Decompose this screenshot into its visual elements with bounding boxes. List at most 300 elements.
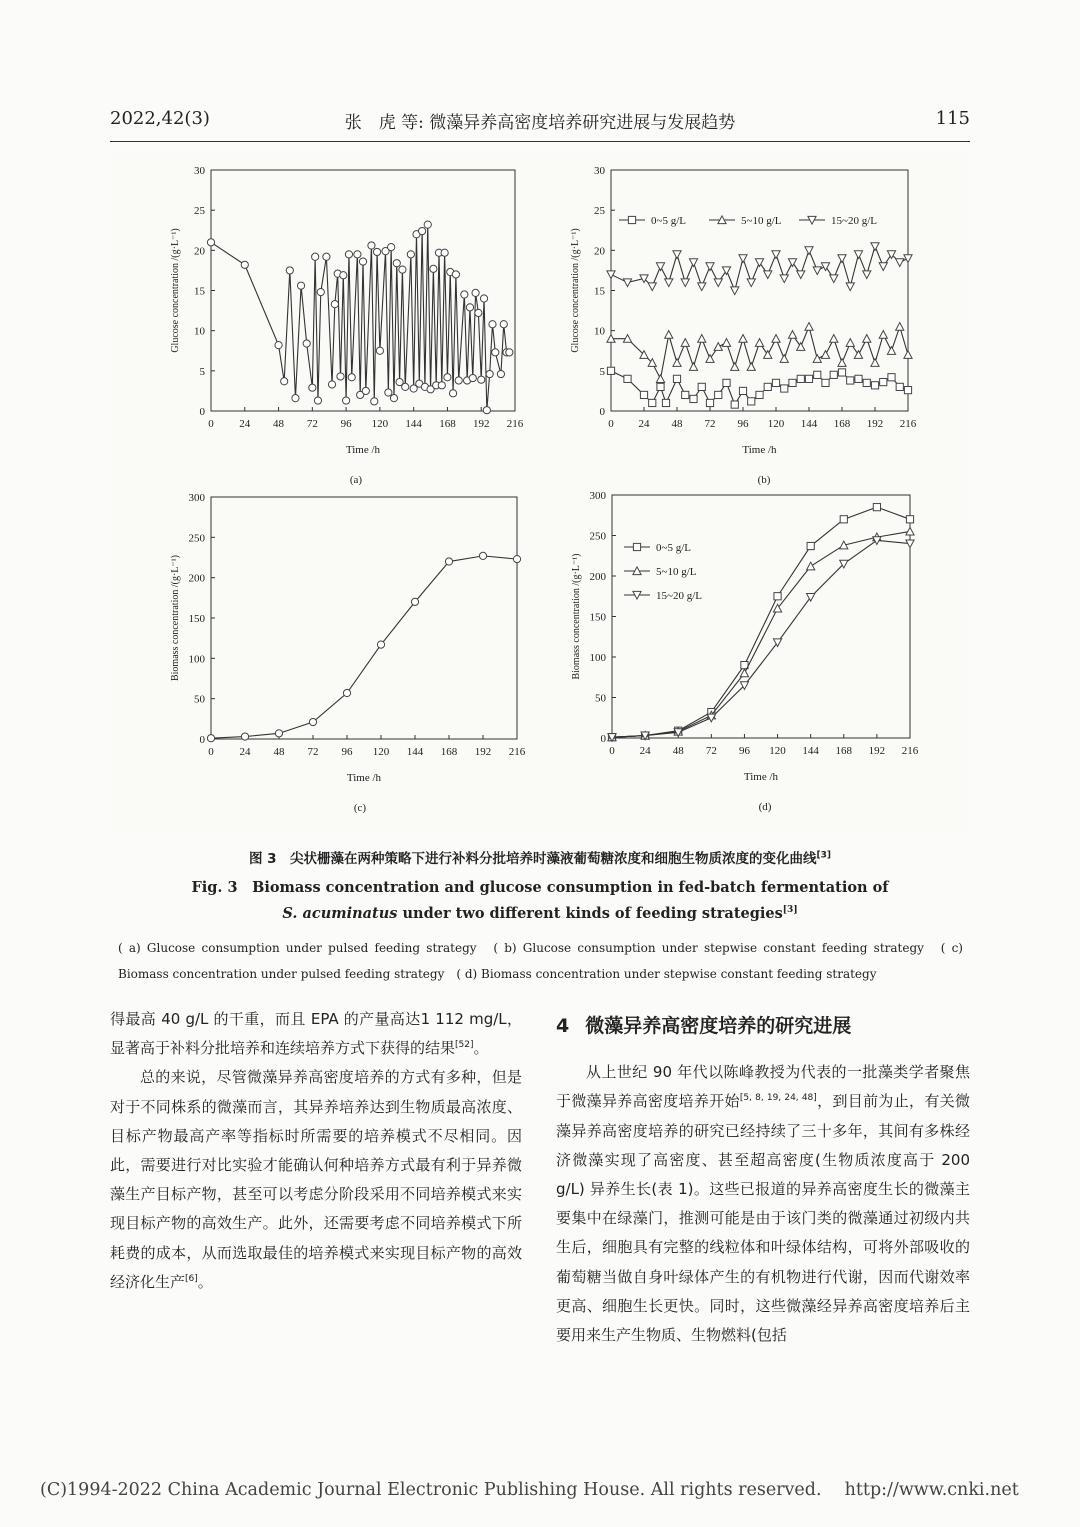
x-axis-label: Time /h <box>345 444 381 456</box>
x-tick-label: 216 <box>899 418 917 430</box>
data-point <box>689 259 697 267</box>
data-point <box>863 335 871 343</box>
x-axis-label: Time /h <box>742 444 777 456</box>
y-tick-label: 100 <box>188 653 205 666</box>
y-tick-label: 0 <box>199 734 205 746</box>
data-point <box>275 342 282 349</box>
data-point <box>747 363 755 371</box>
legend <box>619 215 877 227</box>
data-point <box>780 355 788 363</box>
data-point <box>241 733 248 740</box>
data-point <box>739 335 747 343</box>
data-point <box>822 379 829 386</box>
right-column <box>556 1012 970 1350</box>
data-point <box>461 291 468 298</box>
x-tick-label: 72 <box>306 418 318 430</box>
x-tick-label: 48 <box>273 418 285 430</box>
chart-panel-c <box>170 492 526 814</box>
data-point <box>797 271 805 279</box>
data-point <box>788 331 796 339</box>
data-point <box>723 379 730 386</box>
data-point <box>904 351 912 359</box>
data-point <box>805 247 813 255</box>
legend <box>624 542 702 602</box>
x-tick-label: 48 <box>671 418 683 430</box>
x-tick-label: 72 <box>307 746 319 758</box>
plot-frame <box>211 170 515 411</box>
data-point <box>755 259 763 267</box>
x-tick-label: 24 <box>239 418 251 430</box>
data-point <box>673 251 681 259</box>
data-point <box>628 216 635 223</box>
series-1 <box>607 367 911 408</box>
data-point <box>624 375 631 382</box>
y-tick-label: 20 <box>194 245 205 258</box>
y-tick-label: 20 <box>594 245 605 258</box>
x-tick-label: 144 <box>800 418 818 430</box>
data-point <box>714 343 722 351</box>
data-point <box>896 259 904 267</box>
x-tick-label: 24 <box>239 746 251 758</box>
data-point <box>863 379 870 386</box>
data-point <box>772 335 780 343</box>
y-tick-label: 5 <box>199 365 205 378</box>
data-point <box>309 384 316 391</box>
data-point <box>772 251 780 259</box>
data-point <box>813 267 821 275</box>
data-point <box>731 363 739 371</box>
data-point <box>377 641 384 648</box>
data-point <box>682 391 689 398</box>
data-point <box>388 244 395 251</box>
data-point <box>371 398 378 405</box>
x-tick-label: 192 <box>474 746 492 758</box>
data-point <box>393 260 400 267</box>
y-tick-label: 0 <box>199 406 205 418</box>
x-tick-label: 144 <box>406 746 424 758</box>
data-point <box>331 301 338 308</box>
data-point <box>286 267 293 274</box>
x-tick-label: 72 <box>704 418 716 430</box>
y-tick-label: 200 <box>188 572 205 585</box>
data-point <box>399 266 406 273</box>
data-point <box>444 374 451 381</box>
data-point <box>698 283 706 291</box>
paragraph: 总的来说，尽管微藻异养高密度培养的方式有多种，但是对于不同株系的微藻而言，其异养培养达到生物质最高浓度、目标产物最高产率等指标时所需要的培养模式不尽相同。因此，需要进行对比实验才能确认何种培养方式最有利于异养微藻生产目标产物，甚至可以考虑分阶段采用不同培养模式来实现目标产物的高效生产。此外，还需要考虑不同培养模式下所耗费的成本，从而选取最佳的培养模式来实现目标产物的高效经济化生产[6]。 <box>110 1068 522 1291</box>
x-axis-label: Time /h <box>346 772 382 784</box>
x-tick-label: 24 <box>639 745 651 757</box>
data-point <box>475 309 482 316</box>
data-point <box>879 263 887 271</box>
data-point <box>838 359 846 367</box>
data-point <box>906 527 914 535</box>
data-point <box>854 351 862 359</box>
data-point <box>368 242 375 249</box>
data-point <box>690 395 697 402</box>
data-point <box>348 374 355 381</box>
data-point <box>607 271 615 279</box>
y-tick-label: 250 <box>188 532 205 545</box>
data-point <box>906 516 913 523</box>
data-point <box>904 255 912 263</box>
running-header <box>110 108 970 138</box>
data-point <box>340 272 347 279</box>
y-tick-label: 50 <box>194 693 205 706</box>
data-point <box>756 391 763 398</box>
data-point <box>640 391 647 398</box>
x-tick-label: 72 <box>705 745 717 757</box>
data-point <box>649 399 656 406</box>
data-point <box>419 227 426 234</box>
data-point <box>407 251 414 258</box>
data-point <box>781 385 788 392</box>
data-point <box>731 287 739 295</box>
data-point <box>888 374 895 381</box>
data-point <box>673 375 680 382</box>
figure-subcaptions: ( a) Glucose consumption under pulsed feeding strategy ( b) Glucose consumption under stepwise constant feeding strategy ( c) Biomass concentration under pulsed feeding strategy ( d) Biomass concentration under stepwise constant feeding strategy <box>118 941 963 981</box>
data-point <box>411 598 418 605</box>
figure-3-charts <box>110 150 970 830</box>
data-point <box>281 378 288 385</box>
data-point <box>469 374 476 381</box>
panel-label: (a) <box>349 474 363 486</box>
data-point <box>343 689 350 696</box>
paragraph: 从上世纪 90 年代以陈峰教授为代表的一批藻类学者聚焦于微藻异养高密度培养开始[5, 8, 19, 24, 48]，到目前为止，有关微藻异养高密度培养的研究已经持续了三十多年，其间有多株经济微藻实现了高密度、甚至超高密度(生物质浓度高于 200 g/L) 异养生长(表 1)。这些已报道的异养高密度生长的微藻主要集中在绿藻门，推测可能是由于该门类的微藻通过初级内共生后，细胞具有完整的线粒体和叶绿体结构，可将外部吸收的葡萄糖当做自身叶绿体产生的有机物进行代谢，因而代谢效率更高、细胞生长更快。同时，这些微藻经异养高密度培养后主要用来生产生物质、生物燃料(包括 <box>556 1063 970 1345</box>
x-tick-label: 120 <box>371 418 389 430</box>
data-point <box>847 377 854 384</box>
header-rule <box>110 141 970 142</box>
data-point <box>896 323 904 331</box>
data-point <box>706 263 714 271</box>
x-tick-label: 120 <box>767 418 785 430</box>
series-1 <box>207 221 513 414</box>
data-point <box>478 376 485 383</box>
x-tick-label: 144 <box>405 418 422 430</box>
data-point <box>500 321 507 328</box>
data-point <box>472 289 479 296</box>
data-point <box>780 275 788 283</box>
legend-label: 0~5 g/L <box>651 215 686 227</box>
data-point <box>846 283 854 291</box>
data-point <box>292 395 299 402</box>
series-2 <box>608 527 914 740</box>
x-tick-label: 96 <box>341 746 353 758</box>
data-point <box>764 351 772 359</box>
data-point <box>871 382 878 389</box>
data-point <box>656 375 664 383</box>
x-tick-label: 24 <box>638 418 650 430</box>
data-point <box>854 251 862 259</box>
data-point <box>681 279 689 287</box>
data-point <box>739 255 747 263</box>
y-tick-label: 5 <box>599 365 605 378</box>
data-point <box>479 552 486 559</box>
data-point <box>314 397 321 404</box>
page-number: 115 <box>935 108 970 129</box>
data-point <box>722 339 730 347</box>
legend-label: 15~20 g/L <box>831 215 877 227</box>
y-axis-label: Biomass concentration /(g·L⁻¹) <box>170 554 181 682</box>
data-point <box>821 351 829 359</box>
data-point <box>871 359 879 367</box>
y-tick-label: 10 <box>594 325 605 338</box>
x-tick-label: 192 <box>866 418 884 430</box>
y-tick-label: 150 <box>188 613 205 625</box>
y-tick-label: 25 <box>594 205 605 218</box>
data-point <box>764 271 772 279</box>
y-tick-label: 300 <box>589 490 606 502</box>
y-tick-label: 30 <box>194 165 205 177</box>
x-tick-label: 168 <box>440 746 458 758</box>
data-point <box>489 321 496 328</box>
data-point <box>840 516 847 523</box>
data-point <box>855 375 862 382</box>
data-point <box>814 371 821 378</box>
x-tick-label: 96 <box>737 418 749 430</box>
data-point <box>698 383 705 390</box>
y-axis-label: Glucose concentration /(g·L⁻¹) <box>570 228 581 353</box>
figure-caption-en-line2: S. acuminatus under two different kinds of feeding strategies[3] <box>282 905 798 922</box>
data-point <box>328 381 335 388</box>
x-tick-label: 216 <box>901 745 919 757</box>
series-line <box>211 556 517 738</box>
left-column <box>110 1005 522 1297</box>
data-point <box>807 562 815 570</box>
issue-number: 2022,42(3) <box>110 108 210 129</box>
y-tick-label: 0 <box>599 406 605 418</box>
data-point <box>665 331 673 339</box>
panel-label: (d) <box>758 801 772 813</box>
copyright-footer: (C)1994-2022 China Academic Journal Electronic Publishing House. All rights reserved. http://www.cnki.net <box>40 1480 1019 1500</box>
series-1 <box>207 552 520 742</box>
y-tick-label: 300 <box>188 492 205 504</box>
x-tick-label: 120 <box>372 746 390 758</box>
data-point <box>715 391 722 398</box>
y-tick-label: 250 <box>589 530 606 543</box>
data-point <box>607 367 614 374</box>
data-point <box>871 243 879 251</box>
data-point <box>438 382 445 389</box>
data-point <box>673 359 681 367</box>
data-point <box>805 375 812 382</box>
data-point <box>373 248 380 255</box>
plot-frame <box>612 495 910 738</box>
data-point <box>449 390 456 397</box>
data-point <box>445 558 452 565</box>
data-point <box>740 669 748 677</box>
data-point <box>813 355 821 363</box>
data-point <box>506 349 513 356</box>
y-tick-label: 150 <box>589 611 606 624</box>
figure-caption-en-line1: Fig. 3 Biomass concentration and glucose consumption in fed-batch fermentation of <box>191 879 889 896</box>
data-point <box>323 253 330 260</box>
data-point <box>807 542 814 549</box>
x-tick-label: 0 <box>609 745 615 757</box>
data-point <box>385 389 392 396</box>
data-point <box>441 249 448 256</box>
legend-label: 5~10 g/L <box>741 215 782 227</box>
data-point <box>455 377 462 384</box>
data-point <box>648 283 656 291</box>
y-tick-label: 0 <box>600 733 606 745</box>
data-point <box>486 370 493 377</box>
chart-panel-b <box>570 165 917 486</box>
data-point <box>838 255 846 263</box>
series-line <box>612 531 910 737</box>
data-point <box>830 371 837 378</box>
data-point <box>207 239 214 246</box>
y-tick-label: 50 <box>595 692 606 705</box>
data-point <box>513 556 520 563</box>
legend-label: 0~5 g/L <box>656 542 691 554</box>
data-point <box>797 343 805 351</box>
data-point <box>698 335 706 343</box>
data-point <box>337 373 344 380</box>
data-point <box>390 395 397 402</box>
data-point <box>430 265 437 272</box>
data-point <box>275 730 282 737</box>
data-point <box>846 339 854 347</box>
data-point <box>309 718 316 725</box>
x-tick-label: 96 <box>738 745 750 757</box>
data-point <box>376 347 383 354</box>
paragraph: 得最高 40 g/L 的干重，而且 EPA 的产量高达1 112 mg/L，显著高于补料分批培养和连续培养方式下获得的结果[52]。 <box>110 1010 522 1058</box>
data-point <box>764 383 771 390</box>
data-point <box>772 379 779 386</box>
data-point <box>492 349 499 356</box>
panel-label: (c) <box>353 802 367 814</box>
x-tick-label: 168 <box>833 418 851 430</box>
data-point <box>896 383 903 390</box>
y-axis-label: Biomass concentration /(g·L⁻¹) <box>571 553 582 680</box>
legend-label: 15~20 g/L <box>656 590 702 602</box>
data-point <box>789 379 796 386</box>
plot-frame <box>211 497 517 739</box>
series-line <box>611 327 908 379</box>
x-tick-label: 216 <box>508 746 526 758</box>
section-heading: 4 微藻异养高密度培养的研究进展 <box>556 1015 852 1037</box>
figure-3 <box>110 150 970 830</box>
x-tick-label: 216 <box>506 418 524 430</box>
x-tick-label: 168 <box>439 418 456 430</box>
data-point <box>887 347 895 355</box>
y-tick-label: 15 <box>194 285 205 298</box>
x-tick-label: 144 <box>802 745 819 757</box>
data-point <box>797 375 804 382</box>
y-tick-label: 15 <box>594 285 605 298</box>
y-tick-label: 10 <box>194 325 205 338</box>
data-point <box>497 370 504 377</box>
data-point <box>879 331 887 339</box>
data-point <box>788 259 796 267</box>
data-point <box>343 397 350 404</box>
legend-label: 5~10 g/L <box>656 566 697 578</box>
data-point <box>483 407 490 414</box>
series-3 <box>607 243 912 295</box>
data-point <box>623 279 631 287</box>
data-point <box>354 251 361 258</box>
y-tick-label: 30 <box>594 165 605 177</box>
x-tick-label: 168 <box>835 745 853 757</box>
data-point <box>241 261 248 268</box>
data-point <box>706 399 713 406</box>
data-point <box>838 369 845 376</box>
data-point <box>633 543 640 550</box>
y-axis-label: Glucose concentration /(g·L⁻¹) <box>170 228 181 353</box>
x-tick-label: 0 <box>208 746 214 758</box>
x-tick-label: 48 <box>273 746 285 758</box>
x-tick-label: 192 <box>472 418 490 430</box>
data-point <box>873 504 880 511</box>
y-tick-label: 200 <box>589 571 606 583</box>
data-point <box>748 398 755 405</box>
y-tick-label: 25 <box>194 205 205 218</box>
data-point <box>747 279 755 287</box>
panel-label: (b) <box>757 474 771 486</box>
data-point <box>681 339 689 347</box>
chart-panel-d <box>571 490 919 813</box>
data-point <box>297 282 304 289</box>
data-point <box>345 251 352 258</box>
x-tick-label: 192 <box>868 745 886 757</box>
data-point <box>805 323 813 331</box>
data-point <box>880 378 887 385</box>
data-point <box>424 221 431 228</box>
x-axis-label: Time /h <box>743 771 779 783</box>
x-tick-label: 48 <box>672 745 684 757</box>
data-point <box>466 304 473 311</box>
data-point <box>706 355 714 363</box>
running-title: 张 虎 等: 微藻异养高密度培养研究进展与发展趋势 <box>344 113 736 133</box>
data-point <box>359 258 366 265</box>
data-point <box>480 295 487 302</box>
figure-caption-zh: 图 3 尖状栅藻在两种策略下进行补料分批培养时藻液葡萄糖浓度和细胞生物质浓度的变化曲线[3] <box>248 850 832 867</box>
data-point <box>722 267 730 275</box>
data-point <box>731 401 738 408</box>
data-point <box>807 593 815 601</box>
plot-frame <box>611 170 908 411</box>
data-point <box>755 339 763 347</box>
y-tick-label: 100 <box>589 652 606 664</box>
data-point <box>207 735 214 742</box>
data-point <box>904 387 911 394</box>
data-point <box>689 363 697 371</box>
x-tick-label: 0 <box>208 418 214 430</box>
data-point <box>662 399 669 406</box>
x-tick-label: 96 <box>340 418 352 430</box>
data-point <box>665 279 673 287</box>
data-point <box>821 263 829 271</box>
data-point <box>739 387 746 394</box>
data-point <box>656 263 664 271</box>
data-point <box>714 279 722 287</box>
data-point <box>303 340 310 347</box>
series-2 <box>607 323 912 383</box>
data-point <box>863 271 871 279</box>
data-point <box>774 593 781 600</box>
x-tick-label: 0 <box>608 418 614 430</box>
data-point <box>362 387 369 394</box>
data-point <box>657 383 664 390</box>
data-point <box>312 253 319 260</box>
data-point <box>830 275 838 283</box>
chart-panel-a <box>170 165 524 486</box>
data-point <box>452 271 459 278</box>
data-point <box>402 383 409 390</box>
data-point <box>830 335 838 343</box>
x-tick-label: 120 <box>769 745 786 757</box>
data-point <box>317 289 324 296</box>
